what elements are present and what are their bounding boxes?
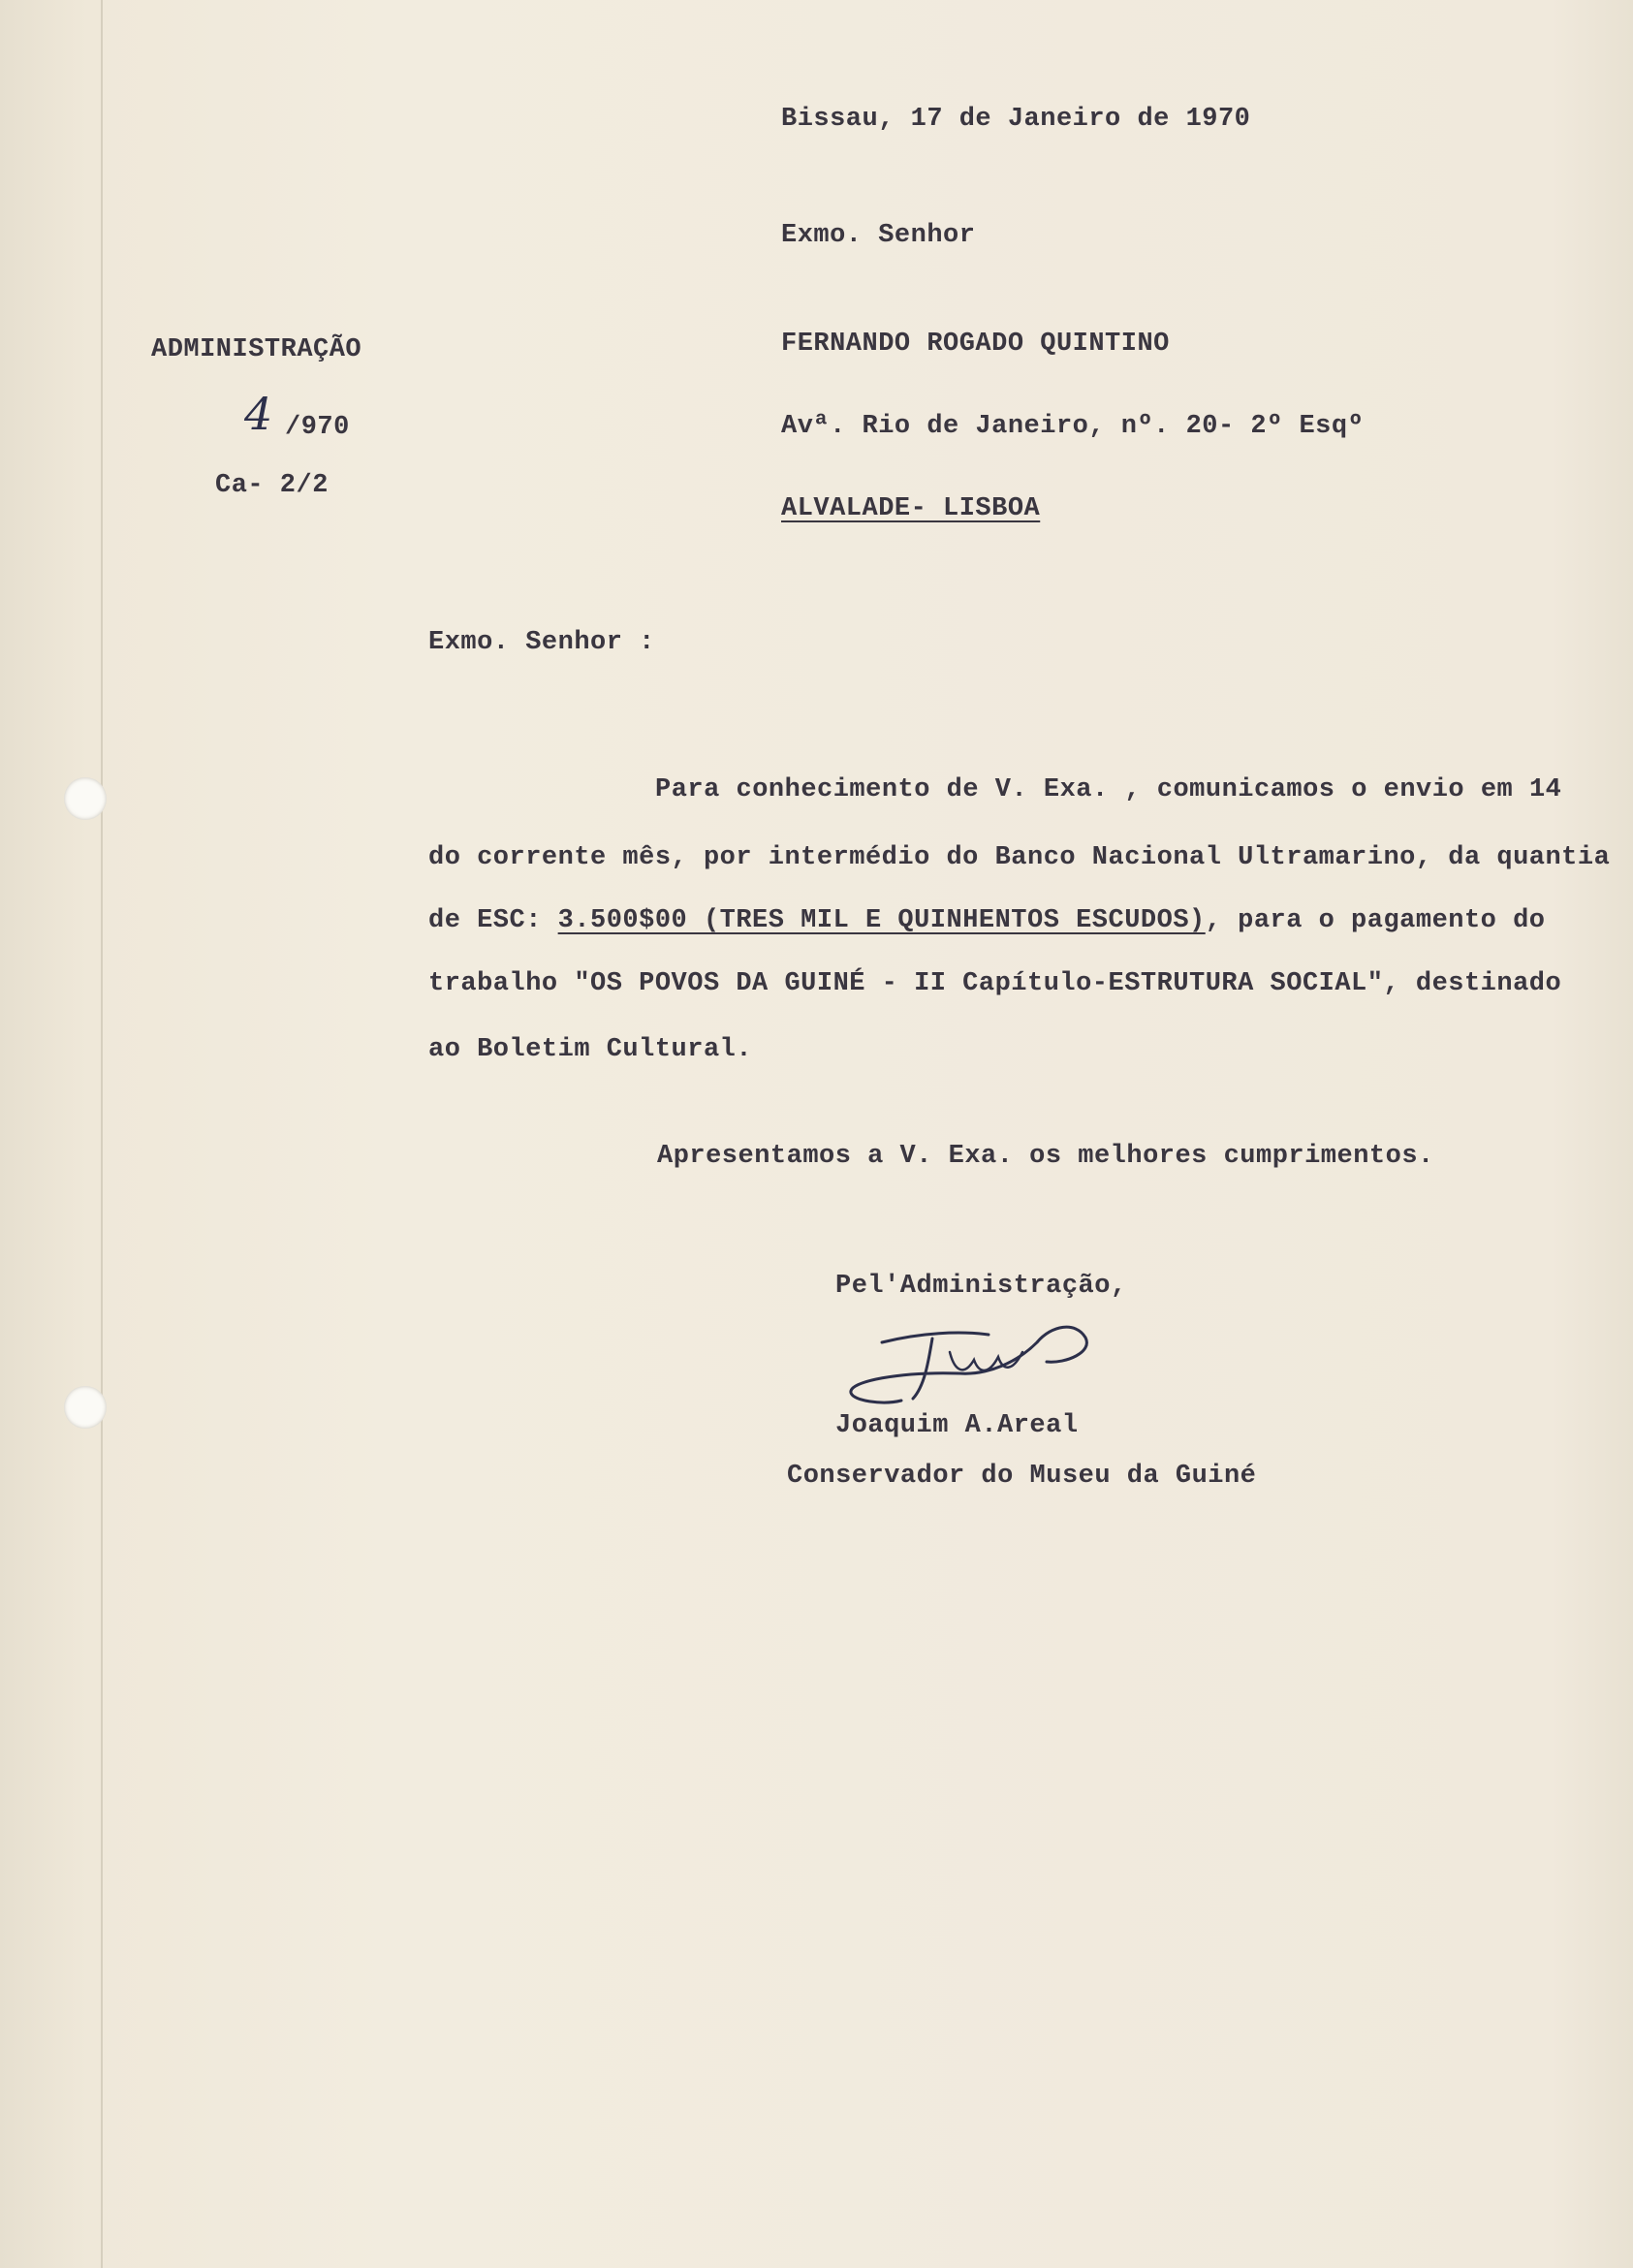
- amount-suffix: , para o pagamento do: [1205, 906, 1546, 935]
- recipient-city: ALVALADE- LISBOA: [781, 494, 1041, 523]
- punch-hole: [64, 777, 107, 820]
- signatory-name: Joaquim A.Areal: [835, 1411, 1079, 1440]
- on-behalf-line: Pel'Administração,: [835, 1272, 1127, 1301]
- punch-hole: [64, 1386, 107, 1429]
- amount-value: 3.500$00 (TRES MIL E QUINHENTOS ESCUDOS): [557, 906, 1206, 935]
- paper-fold-line: [101, 0, 103, 2268]
- salutation-top: Exmo. Senhor: [781, 221, 976, 250]
- recipient-name: FERNANDO ROGADO QUINTINO: [781, 330, 1170, 359]
- closing-line: Apresentamos a V. Exa. os melhores cumprimentos.: [657, 1142, 1434, 1171]
- reference-number-handwritten: 4: [244, 388, 273, 440]
- body-salutation: Exmo. Senhor :: [428, 628, 655, 657]
- reference-number-suffix: /970: [285, 413, 350, 442]
- body-line: ao Boletim Cultural.: [428, 1035, 753, 1064]
- body-line: trabalho "OS POVOS DA GUINÉ - II Capítulo-ESTRUTURA SOCIAL", destinado: [428, 969, 1562, 998]
- reference-code: Ca- 2/2: [215, 471, 329, 500]
- body-amount-line: [428, 906, 1546, 935]
- amount-prefix: de ESC:: [428, 906, 558, 935]
- handwritten-signature: [843, 1304, 1105, 1410]
- recipient-street: Avª. Rio de Janeiro, nº. 20- 2º Esqº: [781, 412, 1365, 441]
- body-line: Para conhecimento de V. Exa. , comunicamos o envio em 14: [655, 775, 1562, 804]
- signatory-title: Conservador do Museu da Guiné: [787, 1462, 1257, 1491]
- date-line: Bissau, 17 de Janeiro de 1970: [781, 105, 1251, 134]
- body-line: do corrente mês, por intermédio do Banco Nacional Ultramarino, da quantia: [428, 843, 1611, 872]
- reference-office: ADMINISTRAÇÃO: [151, 335, 362, 364]
